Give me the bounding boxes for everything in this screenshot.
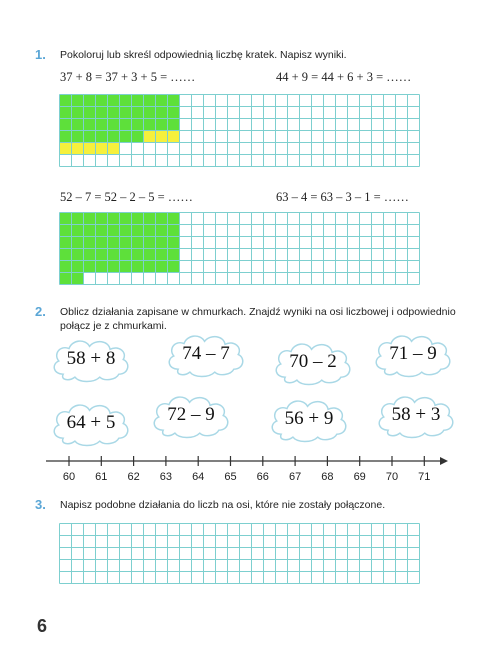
cloud-3[interactable] bbox=[272, 340, 354, 388]
cloud-2[interactable] bbox=[165, 332, 247, 380]
task1-equation-4: 63 – 4 = 63 – 3 – 1 = …… bbox=[276, 190, 409, 204]
number-line-label: 70 bbox=[385, 471, 399, 483]
number-line-label: 64 bbox=[192, 471, 205, 483]
yellow-cell-block bbox=[144, 131, 180, 143]
number-line-label: 65 bbox=[224, 471, 237, 483]
cloud-6[interactable] bbox=[150, 393, 232, 441]
number-line-label: 71 bbox=[418, 471, 431, 483]
task3-number: 3. bbox=[35, 497, 46, 512]
number-line-label: 63 bbox=[159, 471, 173, 483]
number-line-label: 60 bbox=[62, 471, 76, 483]
task1-grid-top[interactable] bbox=[59, 94, 420, 167]
task3-writing-grid[interactable] bbox=[59, 523, 420, 584]
number-line-arrow bbox=[440, 457, 448, 465]
number-line-label: 69 bbox=[353, 471, 366, 483]
task1-grid-bottom[interactable] bbox=[59, 212, 420, 285]
cloud-7[interactable] bbox=[268, 397, 350, 445]
cloud-5[interactable] bbox=[50, 401, 132, 449]
cloud-expression: 58 + 8 bbox=[66, 348, 116, 369]
task3-instruction: Napisz podobne działania do liczb na osi, które nie zostały połączone. bbox=[60, 499, 386, 511]
task1-instruction: Pokoloruj lub skreśl odpowiednią liczbę kratek. Napisz wyniki. bbox=[60, 49, 347, 61]
task1-number: 1. bbox=[35, 47, 46, 62]
number-line-label: 62 bbox=[127, 471, 140, 483]
cloud-expression: 74 – 7 bbox=[182, 343, 230, 364]
cloud-8[interactable] bbox=[375, 393, 457, 441]
cloud-expression: 72 – 9 bbox=[167, 404, 215, 425]
number-line-label: 68 bbox=[321, 471, 334, 483]
yellow-cell-block bbox=[60, 143, 120, 155]
number-line-label: 66 bbox=[256, 471, 269, 483]
cloud-1[interactable] bbox=[50, 337, 132, 385]
task1-equation-3: 52 – 7 = 52 – 2 – 5 = …… bbox=[60, 190, 193, 204]
cloud-expression: 71 – 9 bbox=[389, 343, 437, 364]
number-line-label: 67 bbox=[288, 471, 302, 483]
number-line-label: 61 bbox=[95, 471, 108, 483]
cloud-expression: 56 + 9 bbox=[284, 408, 334, 429]
number-line bbox=[44, 452, 452, 488]
green-cell-block bbox=[60, 131, 144, 143]
task2-instruction-line1: Oblicz działania zapisane w chmurkach. Znajdź wyniki na osi liczbowej i odpowiednio bbox=[60, 306, 456, 318]
task1-equation-2: 44 + 9 = 44 + 6 + 3 = …… bbox=[276, 70, 412, 84]
cloud-4[interactable] bbox=[372, 332, 454, 380]
cloud-expression: 64 + 5 bbox=[66, 412, 116, 433]
task2-number: 2. bbox=[35, 304, 46, 319]
task2-instruction-line2: połącz je z chmurkami. bbox=[60, 320, 167, 332]
task1-equation-1: 37 + 8 = 37 + 3 + 5 = …… bbox=[60, 70, 196, 84]
page-number: 6 bbox=[37, 616, 48, 636]
cloud-expression: 70 – 2 bbox=[289, 351, 337, 372]
cloud-expression: 58 + 3 bbox=[391, 404, 441, 425]
